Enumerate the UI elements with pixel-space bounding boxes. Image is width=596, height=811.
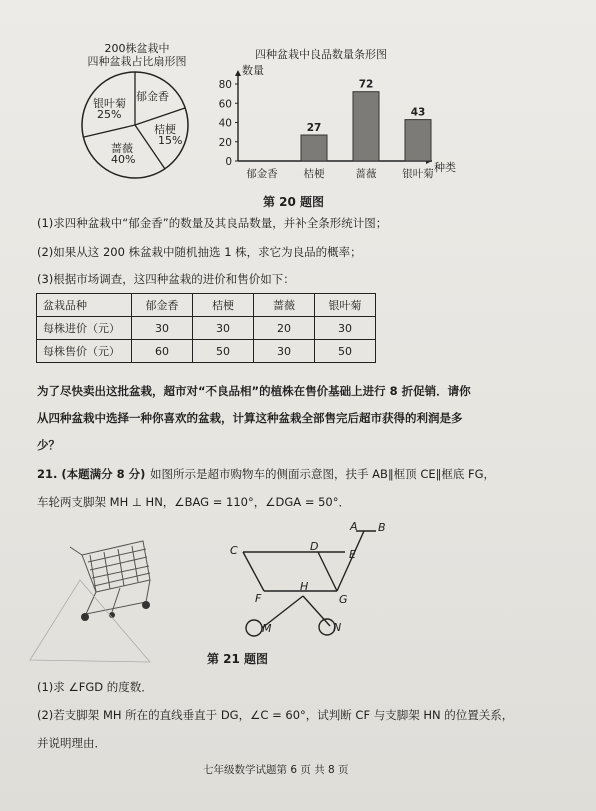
q21-heading: 21. (本题满分 8 分) [37,467,146,481]
label-g: G [339,593,348,606]
table-cell: 桔梗 [193,294,254,317]
table-cell: 盆栽品种 [37,294,132,317]
x-tick-label: 蔷薇 [355,168,377,180]
label-c: C [230,544,238,557]
x-axis-label: 种类 [434,161,456,174]
q21-part3: 并说明理由． [37,736,106,750]
q21-intro: 如图所示是超市购物车的侧面示意图，扶手 AB∥框顶 CE∥框底 FG， [150,467,496,481]
pie-pct-rose: 40% [111,153,136,166]
table-cell: 30 [132,317,193,340]
table-cell: 银叶菊 [315,294,376,317]
handle-a-to-g [337,531,364,591]
y-tick-label: 0 [225,156,232,168]
pie-title-line2: 四种盆栽占比扇形图 [87,55,187,68]
segment-cf [243,552,264,591]
q21-part2: (2)若支脚架 MH 所在的直线垂直于 DG，∠C = 60°，试判断 CF 与支脚架 HN 的位置关系， [37,708,514,722]
q21-intro-line2: 车轮两支脚架 MH ⊥ HN，∠BAG = 110°，∠DGA = 50°． [37,495,350,509]
y-tick-label: 60 [218,98,232,111]
q20-part4-line1: 为了尽快卖出这批盆栽，超市对“不良品相”的植株在售价基础上进行 8 折促销．请你 [37,384,471,398]
q20-part1: (1)求四种盆栽中“郁金香”的数量及其良品数量，并补全条形统计图； [37,216,388,230]
table-cell: 30 [193,317,254,340]
table-cell: 30 [254,340,315,363]
q20-part4-line2: 从四种盆栽中选择一种你喜欢的盆栽，计算这种盆栽全部售完后超市获得的利润是多 [37,411,463,425]
table-cell: 50 [193,340,254,363]
figure21-caption: 第 21 题图 [207,652,269,666]
label-b: B [378,521,386,534]
pie-label-tulip: 郁金香 [136,90,169,103]
bar-data-label: 72 [358,78,374,91]
table-cell: 郁金香 [132,294,193,317]
bar-data-label: 43 [410,106,426,119]
y-tick-label: 40 [218,117,232,130]
pie-pct-balloonflower: 15% [158,134,183,147]
strut-hn [303,596,330,626]
page-footer: 七年级数学试题第 6 页 共 8 页 [203,764,349,776]
q20-part4-line3: 少？ [37,438,60,452]
label-a: A [350,520,358,533]
label-d: D [310,540,319,553]
label-h: H [300,580,309,593]
table-cell: 每株进价（元） [37,317,132,340]
y-tick-label: 20 [218,136,232,149]
label-n: N [333,621,342,634]
wheel-m [246,620,262,636]
table-cell: 60 [132,340,193,363]
q21-part1: (1)求 ∠FGD 的度数． [37,680,153,694]
table-cell: 每株售价（元） [37,340,132,363]
pie-pct-dustymiller: 25% [97,108,122,121]
pie-label-balloonflower: 桔梗 [154,123,176,136]
figure20-caption: 第 20 题图 [263,195,325,209]
segment-dg [318,552,337,591]
q20-part2: (2)如果从这 200 株盆栽中随机抽选 1 株，求它为良品的概率； [37,245,362,259]
pie-title-line1: 200株盆栽中 [104,42,170,55]
y-axis-label: 数量 [242,64,264,77]
x-tick-label: 郁金香 [246,168,278,180]
label-f: F [255,592,262,605]
bar-data-label: 27 [306,122,322,135]
x-tick-label: 银叶菊 [402,168,434,180]
pie-label-rose: 蔷薇 [111,142,133,155]
x-tick-label: 桔梗 [303,168,325,180]
y-tick-label: 80 [218,79,232,91]
label-e: E [349,548,356,561]
table-cell: 蔷薇 [254,294,315,317]
q20-part3: (3)根据市场调查，这四种盆栽的进价和售价如下： [37,272,295,286]
label-m: M [262,622,272,635]
table-cell: 50 [315,340,376,363]
table-cell: 30 [315,317,376,340]
bar-chart-title: 四种盆栽中良品数量条形图 [255,48,387,61]
table-cell: 20 [254,317,315,340]
pie-label-dustymiller: 银叶菊 [93,97,126,110]
